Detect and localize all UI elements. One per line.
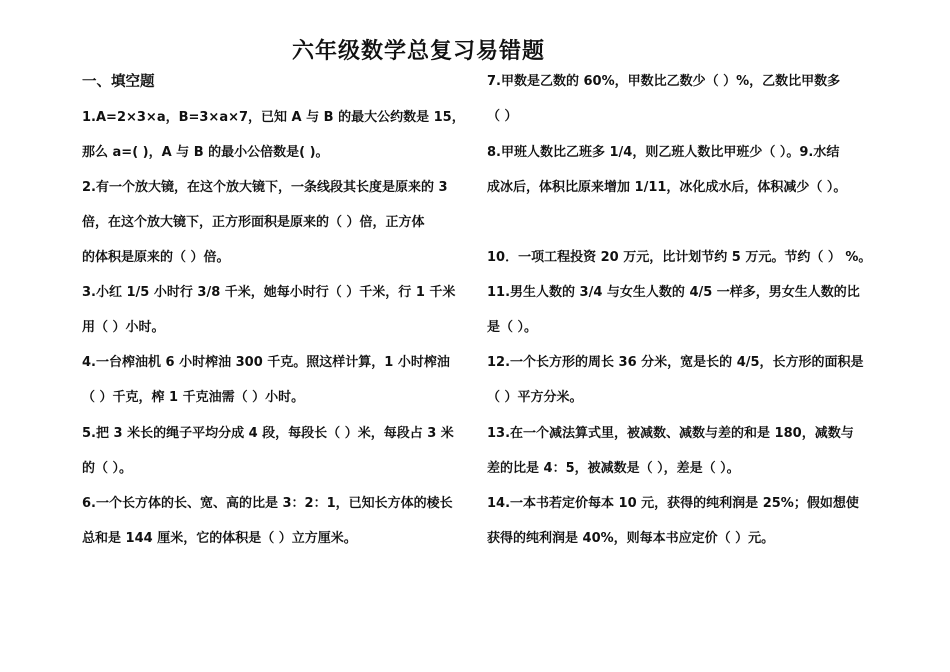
question-line: 10．一项工程投资 20 万元，比计划节约 5 万元。节约（ ） %。 (487, 250, 872, 265)
question-line: 那么 a=( )，A 与 B 的最小公倍数是( )。 (82, 145, 329, 160)
question-line: 是（ ）。 (487, 320, 538, 335)
question-line: 3.小红 1/5 小时行 3/8 千米，她每小时行（ ）千米，行 1 千米 (82, 285, 456, 300)
question-line: （ ）平方分米。 (487, 390, 583, 405)
page-title: 六年级数学总复习易错题 (292, 39, 546, 64)
section-heading: 一、填空题 (82, 74, 155, 90)
question-line: 的体积是原来的（ ）倍。 (82, 250, 230, 265)
question-line: 成冰后，体积比原来增加 1/11，冰化成水后，体积减少（ ）。 (487, 180, 847, 195)
question-line: 8.甲班人数比乙班多 1/4，则乙班人数比甲班少（ ）。9.水结 (487, 145, 840, 160)
question-line: 14.一本书若定价每本 10 元，获得的纯利润是 25%；假如想使 (487, 496, 859, 511)
question-line: 4.一台榨油机 6 小时榨油 300 千克。照这样计算，1 小时榨油 (82, 355, 450, 370)
question-line: 获得的纯利润是 40%，则每本书应定价（ ）元。 (487, 531, 775, 546)
question-line: 差的比是 4：5，被减数是（ ），差是（ ）。 (487, 461, 740, 476)
question-line: 总和是 144 厘米，它的体积是（ ）立方厘米。 (82, 531, 357, 546)
question-line: 7.甲数是乙数的 60%，甲数比乙数少（ ）%，乙数比甲数多 (487, 74, 841, 89)
question-line: 的（ ）。 (82, 461, 133, 476)
question-line: （ ） (487, 109, 518, 124)
question-line: 5.把 3 米长的绳子平均分成 4 段，每段长（ ）米，每段占 3 米 (82, 426, 454, 441)
question-line: 1.A=2×3×a，B=3×a×7，已知 A 与 B 的最大公约数是 15， (82, 110, 465, 125)
question-line: 倍，在这个放大镜下，正方形面积是原来的（ ）倍，正方体 (82, 215, 425, 230)
question-line: 12.一个长方形的周长 36 分米，宽是长的 4/5，长方形的面积是 (487, 355, 864, 370)
question-line: 13.在一个减法算式里，被减数、减数与差的和是 180，减数与 (487, 426, 854, 441)
question-line: （ ）千克，榨 1 千克油需（ ）小时。 (82, 390, 305, 405)
question-line: 11.男生人数的 3/4 与女生人数的 4/5 一样多，男女生人数的比 (487, 285, 860, 300)
question-line: 2.有一个放大镜，在这个放大镜下，一条线段其长度是原来的 3 (82, 180, 448, 195)
question-line: 6.一个长方体的长、宽、高的比是 3：2：1，已知长方体的棱长 (82, 496, 453, 511)
question-line: 用（ ）小时。 (82, 320, 165, 335)
